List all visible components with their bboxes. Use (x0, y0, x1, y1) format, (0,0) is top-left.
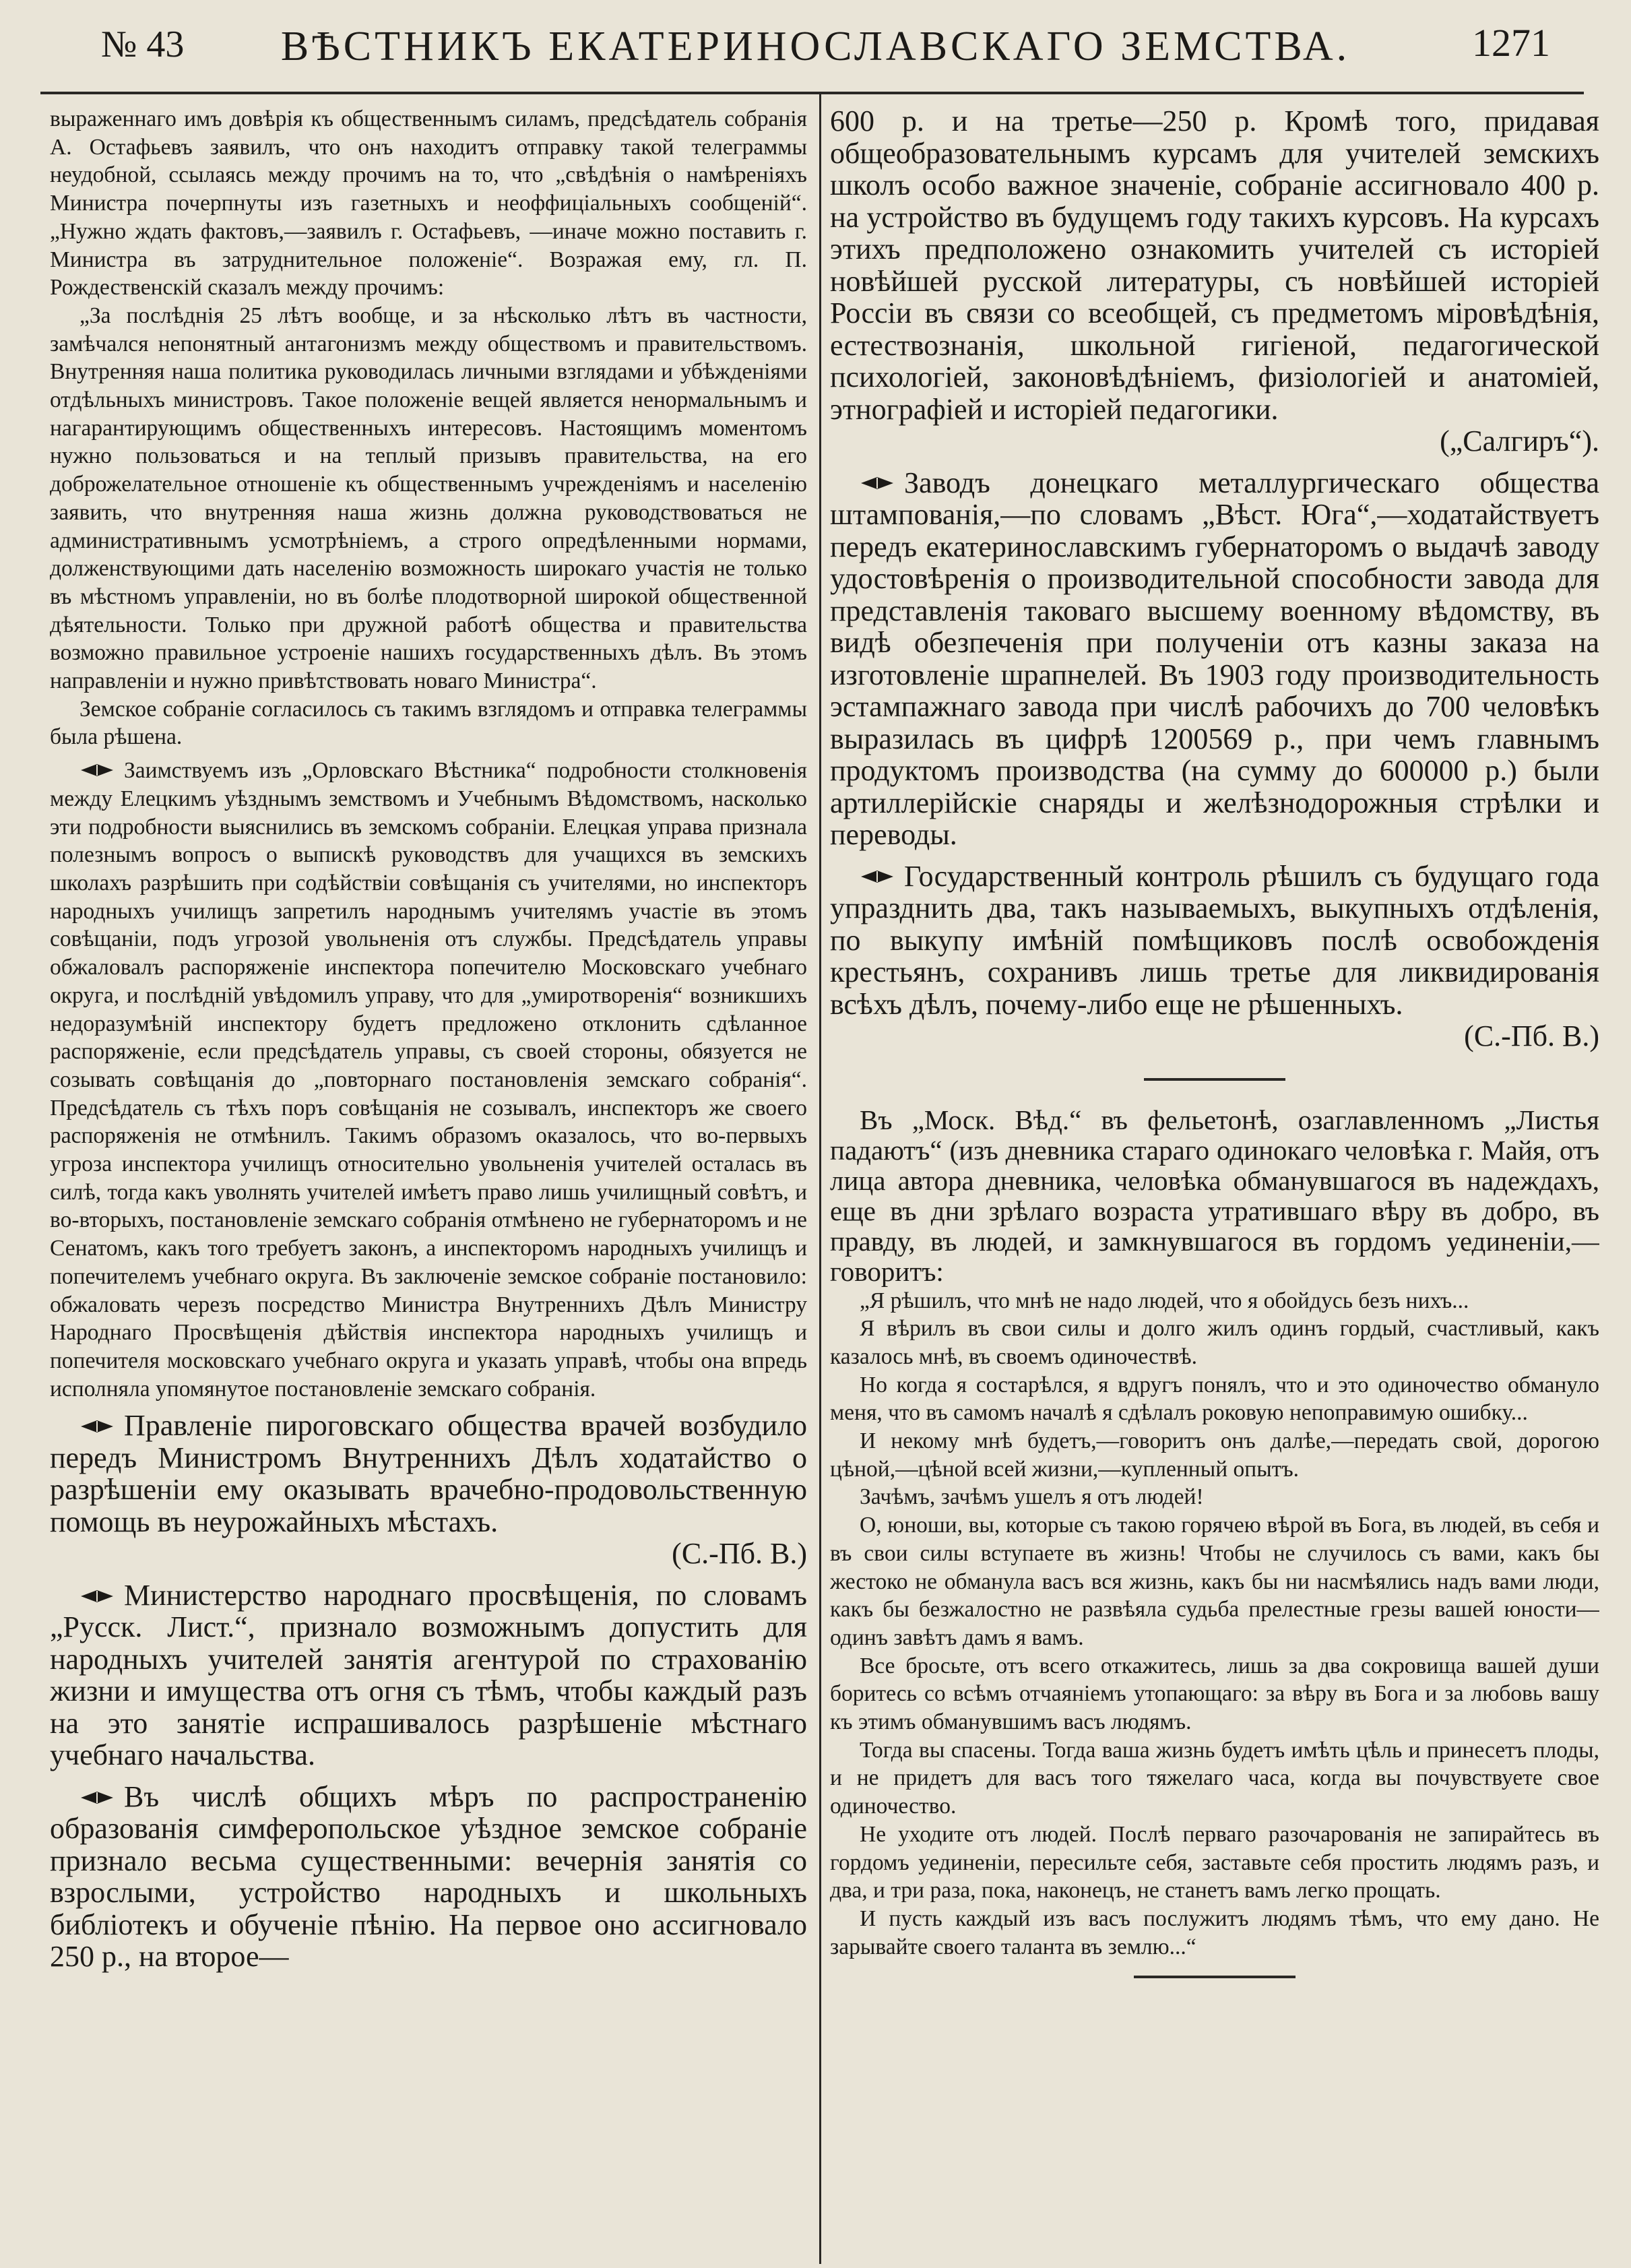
news-item-state-control: Государственный контроль рѣшилъ съ будущаго года упразднить два, такъ называемыхъ, выкупныхъ отдѣленія, по выкупу имѣній помѣщиковъ послѣ освобожденія крестьянъ, сохранивъ лишь третье для ликвидированія всѣхъ дѣлъ, почему-либо еще не рѣшенныхъ. (С.-Пб. В.) (830, 859, 1599, 1052)
feuilleton-quote-4: И некому мнѣ будетъ,—говоритъ онъ далѣе,—передать свой, дорогою цѣной,—цѣной всей жизни,—купленный опытъ. (830, 1428, 1599, 1482)
news-item-donets: Заводъ донецкаго металлургическаго общества штампованія,—по словамъ „Вѣст. Юга“,—ходатайствуетъ передъ екатеринославскимъ губернаторомъ о выдачѣ заводу удостовѣренія о производительной способности завода для представленія таковаго высшему военному вѣдомству, въ видѣ обезпеченія при полученіи отъ казны заказа на изготовленіе шрапнелей. Въ 1903 году производительность эстампажнаго завода при числѣ рабочихъ до 700 человѣкъ выразилась въ цифрѣ 1200569 р., при чемъ главнымъ продуктомъ производства (на сумму до 600000 р.) были артиллерійскіе снаряды и желѣзнодорожныя стрѣлки и переводы. (830, 466, 1599, 851)
feuilleton-quote-2: Я вѣрилъ въ свои силы и долго жилъ одинъ гордый, счастливый, какъ казалось мнѣ, въ своемъ одиночествѣ. (830, 1316, 1599, 1369)
feuilleton-quote-6: О, юноши, вы, которые съ такою горячею вѣрой въ Бога, въ людей, въ себя и въ свои силы вступаете въ жизнь! Чтобы не случилось съ вами, какъ бы жестоко не обманула васъ вся жизнь, какъ бы ни насмѣялись надъ вами люди, какъ бы безжалостно не развѣяла судьба прелестные грезы вашей юности—одинъ завѣтъ дамъ я вамъ. (830, 1513, 1599, 1650)
news-item-pirogov: Правленіе пироговскаго общества врачей возбудило передъ Министромъ Внутреннихъ Дѣлъ ходатайство о разрѣшеніи ему оказывать врачебно-продовольственную помощь въ неурожайныхъ мѣстахъ. (С.-Пб. В.) (50, 1409, 807, 1571)
section-separator (1144, 1078, 1285, 1081)
continuation-paragraph: 600 р. и на третье—250 р. Кромѣ того, придавая общеобразовательнымъ курсамъ для учителей земскихъ школъ особо важное значеніе, собраніе ассигновало 400 р. на устройство въ будущемъ году такихъ курсовъ. На курсахъ этихъ предположено ознакомить учителей съ исторіей новѣйшей русской литературы, съ новѣйшей исторіей Россіи въ связи со всеобщей, съ предметомъ міровѣдѣнія, естествознанія, школьной гигіеной, педагогической психологіей, законовѣдѣніемъ, физіологіей и анатоміей, этнографіей и исторіей педагогики. („Салгиръ“). (830, 105, 1599, 458)
news-item-orel: Заимствуемъ изъ „Орловскаго Вѣстника“ подробности столкновенія между Елецкимъ уѣзднымъ земствомъ и Учебнымъ Вѣдомствомъ, насколько эти подробности выяснились въ земскомъ собраніи. Елецкая управа признала полезнымъ вопросъ о выпискѣ руководствъ для учащихся въ земскихъ школахъ разрѣшить при содѣйствіи совѣщанія съ учителями, но инспекторъ народныхъ училищъ запретилъ народнымъ учителямъ участіе въ этомъ совѣщаніи, подъ угрозой увольненія отъ службы. Предсѣдатель управы обжаловалъ распоряженіе инспектора попечителю Московскаго учебнаго округа, и послѣдній увѣдомилъ управу, что для „умиротворенія“ возникшихъ недоразумѣній инспектору будетъ предложено отклонить сдѣланное распоряженіе, если предсѣдатель управы, съ своей стороны, обязуется не созывать совѣщанія до „повторнаго постановленія земскаго собранія“. Предсѣдатель съ тѣхъ поръ совѣщанія не созывалъ, инспекторъ же своего распоряженія не отмѣнилъ. Такимъ образомъ оказалось, что во-первыхъ угроза инспектора училищъ относительно увольненія учителей осталась въ силѣ, тогда какъ уволнять учителей имѣетъ право лишь училищный совѣтъ, и во-вторыхъ, постановленіе земскаго собранія отмѣнено не губернаторомъ и не Сенатомъ, какъ того требуетъ законъ, а инспекторомъ народныхъ училищъ и попечителемъ учебнаго округа. Въ заключеніе земское собраніе постановило: обжаловать черезъ посредство Министра Внутреннихъ Дѣлъ Министру Народнаго Просвѣщенія дѣйствія инспектора народныхъ училищъ и попечителя московскаго учебнаго округа и указать управѣ, чтобы она впредь исполняла упомянутое постановленіе земскаго собранія. (50, 758, 807, 1401)
feuilleton-quote-7: Все бросьте, отъ всего откажитесь, лишь за два сокровища вашей души боритесь со всѣмъ отчаяніемъ утопающаго: за вѣру въ Бога и за любовь вашу къ этимъ обманувшимъ васъ людямъ. (830, 1653, 1599, 1735)
source-citation: (С.-Пб. В.) (1464, 1019, 1599, 1052)
leaf-ornament-icon (79, 1790, 115, 1805)
source-citation: („Салгиръ“). (1440, 424, 1599, 458)
feuilleton-quote-5: Зачѣмъ, зачѣмъ ушелъ я отъ людей! (860, 1484, 1204, 1510)
header-rule (40, 92, 1584, 94)
page-header (0, 0, 1631, 74)
quote-paragraph: „За послѣднія 25 лѣтъ вообще, и за нѣсколько лѣтъ въ частности, замѣчался непонятный антагонизмъ между обществомъ и правительствомъ. Внутренняя наша политика руководилась личными взглядами и убѣжденіями отдѣльныхъ министровъ. Такое положеніе вещей является ненормальнымъ и нагарантирующимъ общественныхъ интересовъ. Настоящимъ моментомъ нужно пользоваться и на теплый призывъ правительства, на его доброжелательное отношеніе къ общественнымъ учрежденіямъ и населенію заявить, что внутренняя наша жизнь должна руководствоваться не административнымъ усмотрѣніемъ, а строго опредѣленными нормами, долженствующими дать населенію возможность широкаго участія не только въ мѣстномъ управленіи, но въ болѣе плодотворной широкой общественной дѣятельности. Только при дружной работѣ общества и правительства возможно правильное устроеніе нашихъ государственныхъ дѣлъ. Въ этомъ направленіи и нужно привѣтствовать новаго Министра“. (50, 303, 807, 694)
leaf-ornament-icon (860, 869, 895, 884)
right-column (830, 105, 1599, 2258)
leaf-ornament-icon (79, 763, 115, 778)
feuilleton-quote-1: „Я рѣшилъ, что мнѣ не надо людей, что я обойдусь безъ нихъ... (860, 1288, 1469, 1313)
journal-title: ВѢСТНИКЪ ЕКАТЕРИНОСЛАВСКАГО ЗЕМСТВА. (280, 24, 1351, 69)
feuilleton-quote-8: Тогда вы спасены. Тогда ваша жизнь будетъ имѣть цѣль и принесетъ плоды, и не придетъ для васъ того тяжелаго часа, когда вы почувствуете свое одиночество. (830, 1737, 1599, 1819)
leaf-ornament-icon (79, 1589, 115, 1604)
closing-rule (1134, 1976, 1296, 1978)
column-divider (819, 94, 821, 2264)
source-citation: (С.-Пб. В.) (672, 1537, 807, 1571)
feuilleton-quote-3: Но когда я состарѣлся, я вдругъ понялъ, что и это одиночество обмануло меня, что въ самомъ началѣ я сдѣлалъ роковую непоправимую ошибку... (830, 1372, 1599, 1426)
leaf-ornament-icon (79, 1419, 115, 1434)
feuilleton-quote-10: И пусть каждый изъ васъ послужитъ людямъ тѣмъ, что ему дано. Не зарывайте своего таланта въ землю...“ (830, 1905, 1599, 1959)
after-quote-paragraph: Земское собраніе согласилось съ такимъ взглядомъ и отправка телеграммы была рѣшена. (50, 696, 807, 750)
page-number: 1271 (1472, 21, 1550, 65)
intro-paragraph: выраженнаго имъ довѣрія къ общественнымъ силамъ, предсѣдатель собранія А. Остафьевъ заявилъ, что онъ находитъ отправку такой телеграммы неудобной, ссылаясь между прочимъ на то, что „свѣдѣнія о намѣреніяхъ Министра почерпнуты изъ газетныхъ и неоффиціальныхъ сообщеній“. „Нужно ждать фактовъ,—заявилъ г. Остафьевъ, —иначе можно поставить г. Министра въ затруднительное положеніе“. Возражая ему, гл. П. Рождественскій сказалъ между прочимъ: (50, 106, 807, 301)
left-column (50, 105, 807, 2258)
feuilleton-intro: Въ „Моск. Вѣд.“ въ фельетонѣ, озаглавленномъ „Листья падаютъ“ (изъ дневника стараго одинокаго человѣка г. Майя, отъ лица автора дневника, человѣка обманувшагося въ надеждахъ, еще въ дни зрѣлаго возраста утратившаго вѣру въ добро, въ правду, въ людей, и замкнувшагося въ гордомъ уединеніи,—говоритъ: (830, 1104, 1599, 1287)
feuilleton-quote-9: Не уходите отъ людей. Послѣ перваго разочарованія не запирайтесь въ гордомъ уединеніи, пересильте себя, заставьте себя простить людямъ разъ, и два, и три раза, пока, наконецъ, не станетъ вамъ легко прощать. (830, 1821, 1599, 1903)
news-item-ministry: Министерство народнаго просвѣщенія, по словамъ „Русск. Лист.“, признало возможнымъ допустить для народныхъ учителей занятія агентурой по страхованію жизни и имущества отъ огня съ тѣмъ, чтобы каждый разъ на это занятіе испрашивалось разрѣшеніе мѣстнаго учебнаго начальства. (50, 1578, 807, 1772)
leaf-ornament-icon (860, 476, 895, 491)
news-item-simferopol: Въ числѣ общихъ мѣръ по распространенію образованія симферопольское уѣздное земское собраніе признало весьма существенными: вечернія занятія со взрослыми, устройство народныхъ и школьныхъ библіотекъ и обученіе пѣнію. На первое оно ассигновало 250 р., на второе— (50, 1779, 807, 1974)
issue-number: № 43 (101, 24, 185, 65)
